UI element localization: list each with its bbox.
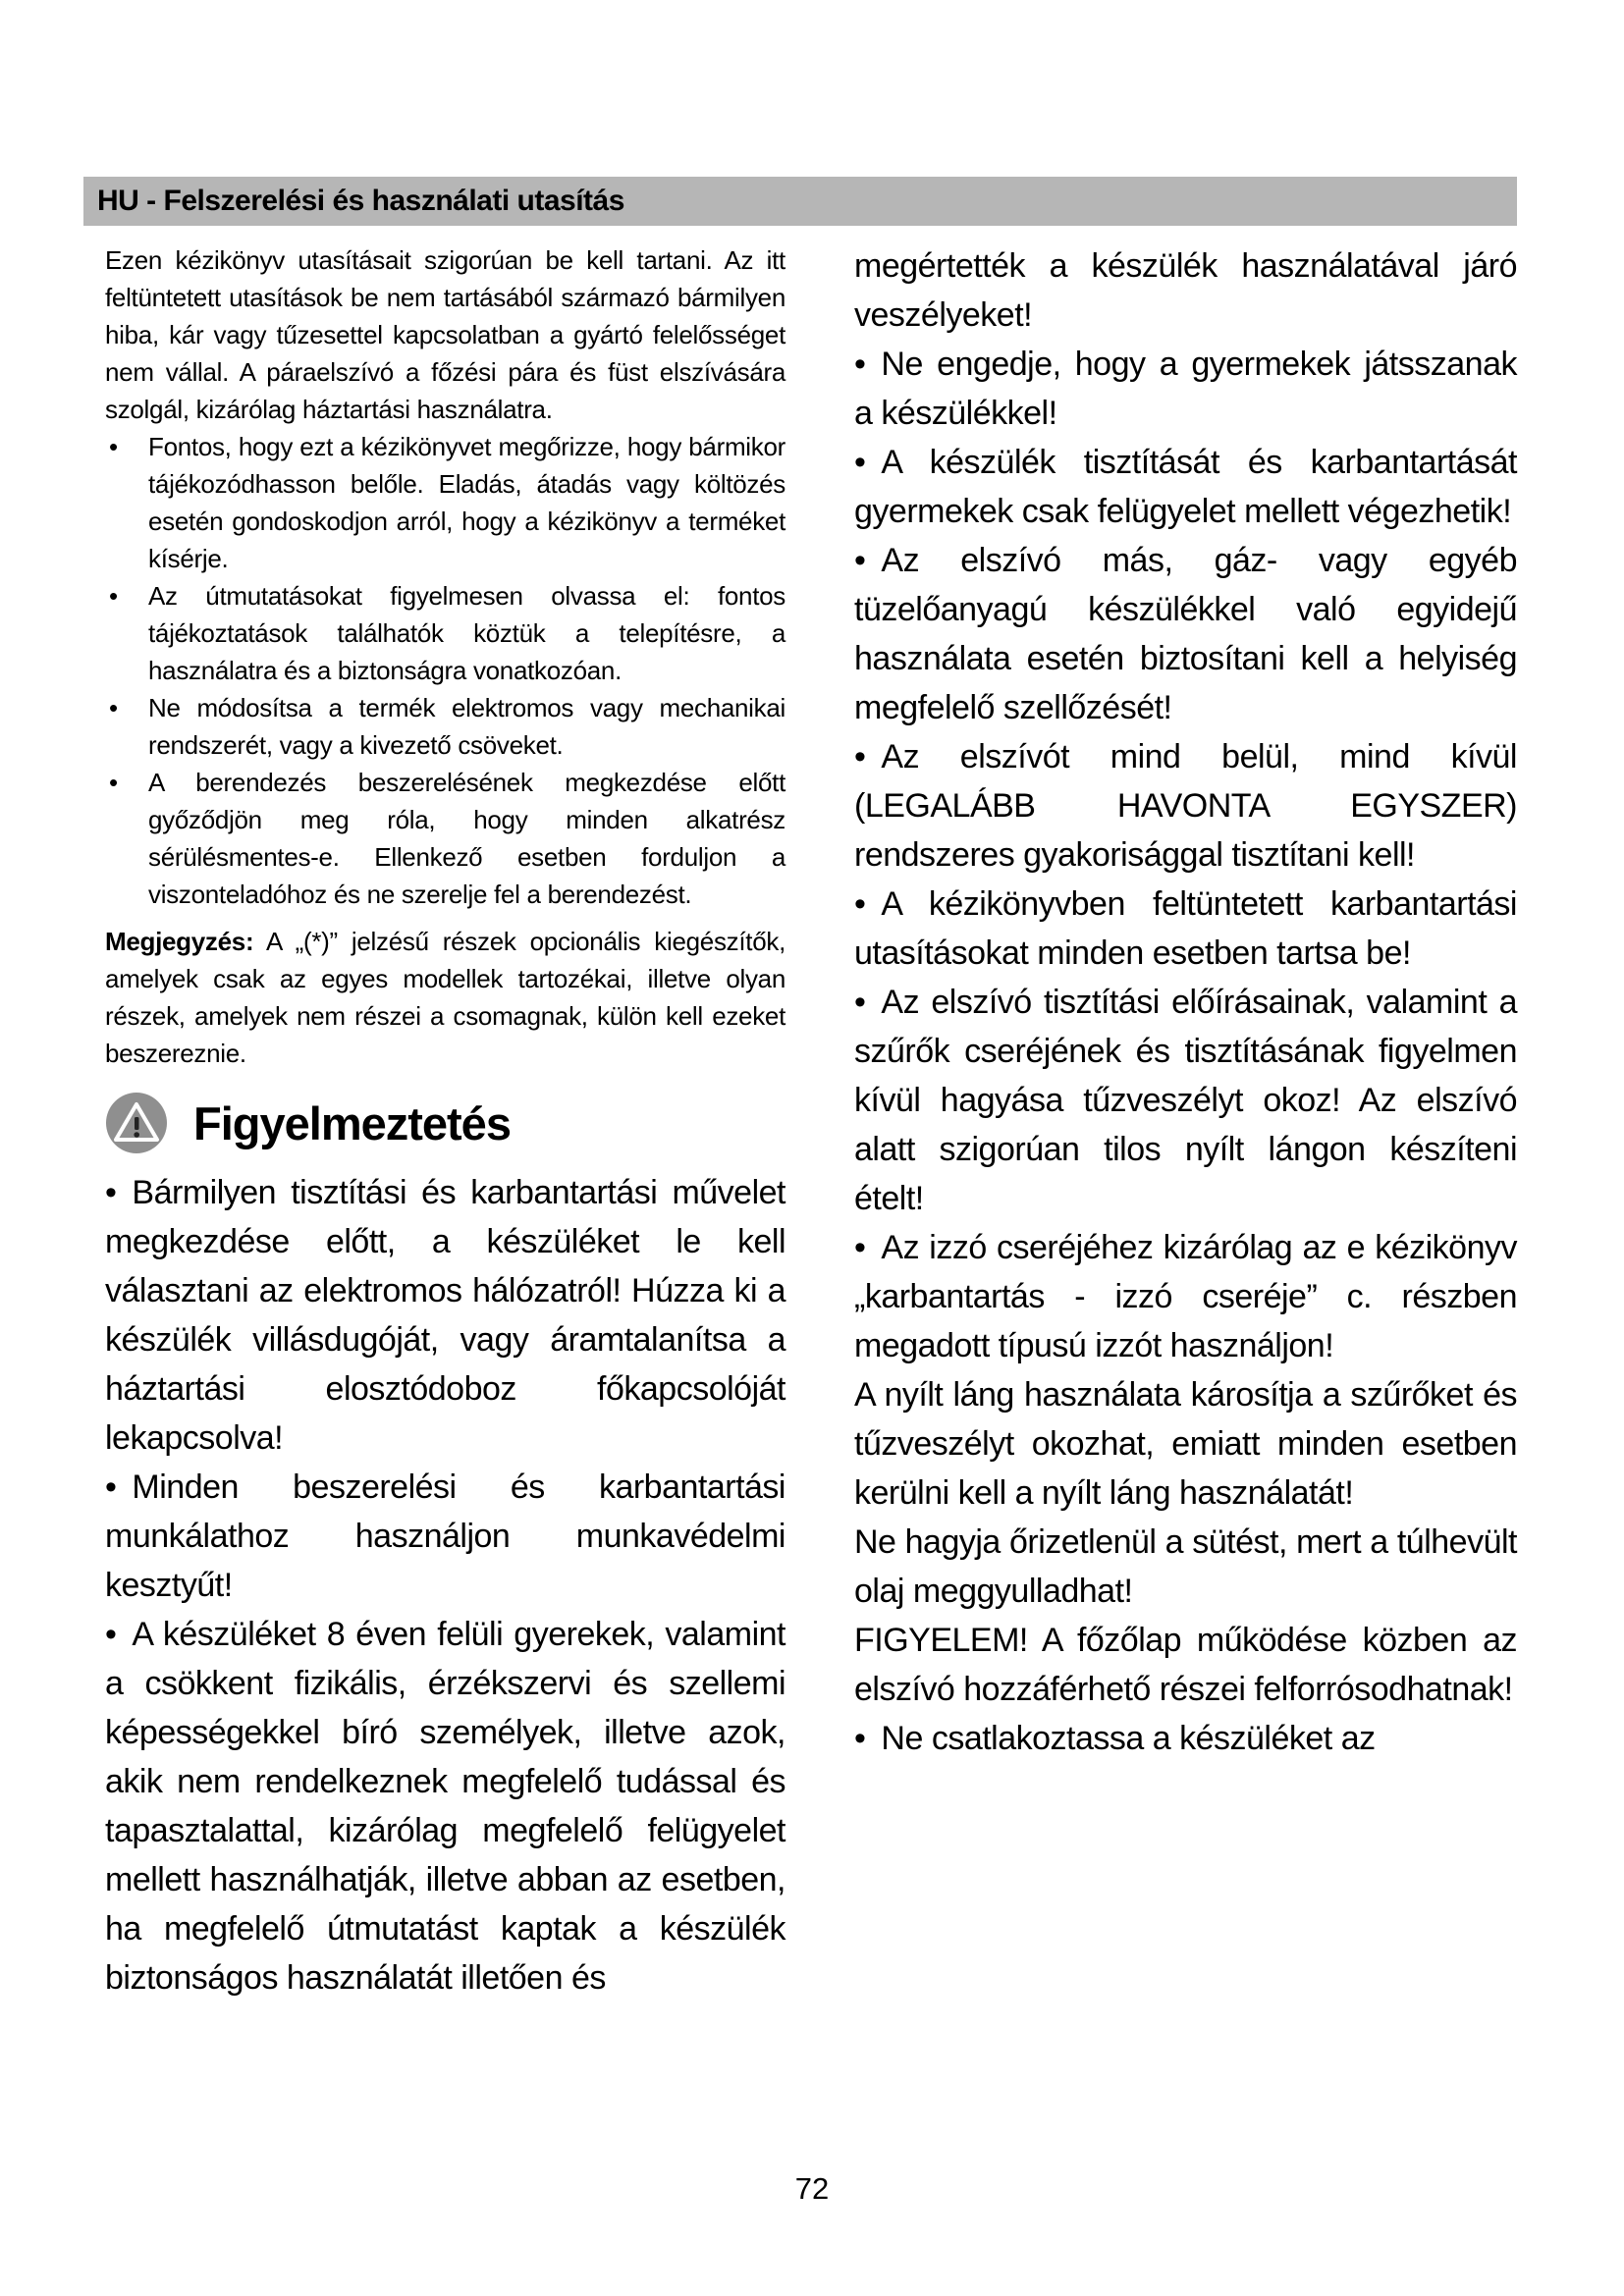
- warning-bullet-item: • Ne engedje, hogy a gyermekek játsszanak a készülékkel!: [854, 340, 1517, 438]
- right-column: [854, 241, 1517, 2002]
- note-text: A „(*)” jelzésű részek opcionális kiegészítők, amelyek csak az egyes modellek tartozékai, illetve olyan részek, amelyek nem részei a csomagnak, külön kell ezeket beszereznie.: [105, 927, 785, 1068]
- warning-bullet-item: • Az elszívó más, gáz- vagy egyéb tüzelőanyagú készülékkel való egyidejű használata esetén biztosítani kell a helyiség megfelelő szellőzését!: [854, 536, 1517, 732]
- warning-bullet-item: • Az elszívó tisztítási előírásainak, valamint a szűrők cseréjének és tisztításának figyelmen kívül hagyása tűzveszélyt okoz! Az elszívó alatt szigorúan tilos nyílt lángon készíteni ételt!: [854, 978, 1517, 1223]
- note-label: Megjegyzés:: [105, 927, 254, 956]
- warning-bullet-item: • A kézikönyvben feltüntetett karbantartási utasításokat minden esetben tartsa be!: [854, 880, 1517, 978]
- left-column: [105, 241, 785, 2002]
- warning-bullet-item: • Ne csatlakoztassa a készüléket az: [854, 1714, 1517, 1763]
- bullet-item: • Ne módosítsa a termék elektromos vagy mechanikai rendszerét, vagy a kivezető csöveket.: [105, 689, 785, 764]
- warning-text-continuation: megértették a készülék használatával járó veszélyeket!: [854, 247, 1517, 334]
- two-column-text: [105, 241, 1517, 2002]
- bullet-item: • Fontos, hogy ezt a kézikönyvet megőrizze, hogy bármikor tájékozódhasson belőle. Eladás, átadás vagy költözés esetén gondoskodjon arról, hogy a kézikönyv a terméket kísérje.: [105, 428, 785, 577]
- warning-bullet-item: • Minden beszerelési és karbantartási munkálathoz használjon munkavédelmi kesztyűt!: [105, 1463, 785, 1610]
- note-paragraph: [105, 923, 785, 1072]
- bullet-item: • Az útmutatásokat figyelmesen olvassa el: fontos tájékoztatások találhatók köztük a telepítésre, a használatra és a biztonságra vonatkozóan.: [105, 577, 785, 689]
- warning-triangle-icon: [105, 1092, 168, 1154]
- warning-heading-row: [105, 1092, 785, 1154]
- warning-bullet-item: • Az izzó cseréjéhez kizárólag az e kézikönyv „karbantartás - izzó cseréje” c. részben megadott típusú izzót használjon!: [854, 1223, 1517, 1370]
- warning-heading: Figyelmeztetés: [193, 1096, 511, 1149]
- safety-bullet-list-small: [105, 428, 785, 913]
- warning-bullet-item: • A készülék tisztítását és karbantartását gyermekek csak felügyelet mellett végezhetik!: [854, 438, 1517, 536]
- warning-bullet-item: • Bármilyen tisztítási és karbantartási művelet megkezdése előtt, a készüléket le kell választani az elektromos hálózatról! Húzza ki a készülék villásdugóját, vagy áramtalanítsa a háztartási elosztódoboz főkapcsolóját lekapcsolva!: [105, 1168, 785, 1463]
- warning-paragraph: FIGYELEM! A főzőlap működése közben az elszívó hozzáférhető részei felforrósodhatnak!: [854, 1622, 1517, 1708]
- bullet-item: • A berendezés beszerelésének megkezdése előtt győződjön meg róla, hogy minden alkatrész sérülésmentes-e. Ellenkező esetben forduljon a viszonteladóhoz és ne szerelje fel a berendezést.: [105, 764, 785, 913]
- warning-paragraph: Ne hagyja őrizetlenül a sütést, mert a túlhevült olaj meggyulladhat!: [854, 1523, 1517, 1610]
- warning-bullet-item: • Az elszívót mind belül, mind kívül (LEGALÁBB HAVONTA EGYSZER) rendszeres gyakorisággal tisztítani kell!: [854, 732, 1517, 880]
- section-header-bar: [83, 177, 1517, 226]
- intro-paragraph: Ezen kézikönyv utasításait szigorúan be kell tartani. Az itt feltüntetett utasítások be nem tartásából származó bármilyen hiba, kár vagy tűzesettel kapcsolatban a gyártó felelősséget nem vállal. A páraelszívó a főzési pára és füst elszívására szolgál, kizárólag háztartási használatra.: [105, 245, 785, 424]
- warning-bullet-item: • A készüléket 8 éven felüli gyerekek, valamint a csökkent fizikális, érzékszervi és szellemi képességekkel bíró személyek, illetve azok, akik nem rendelkeznek megfelelő tudással és tapasztalattal, kizárólag megfelelő felügyelet mellett használhatják, illetve abban az esetben, ha megfelelő útmutatást kaptak a készülék biztonságos használatát illetően és: [105, 1610, 785, 2002]
- section-header-title: HU - Felszerelési és használati utasítás: [97, 185, 624, 217]
- warning-paragraph: A nyílt láng használata károsítja a szűrőket és tűzveszélyt okozhat, emiatt minden esetben kerülni kell a nyílt láng használatát!: [854, 1376, 1517, 1512]
- page-number: 72: [794, 2171, 830, 2206]
